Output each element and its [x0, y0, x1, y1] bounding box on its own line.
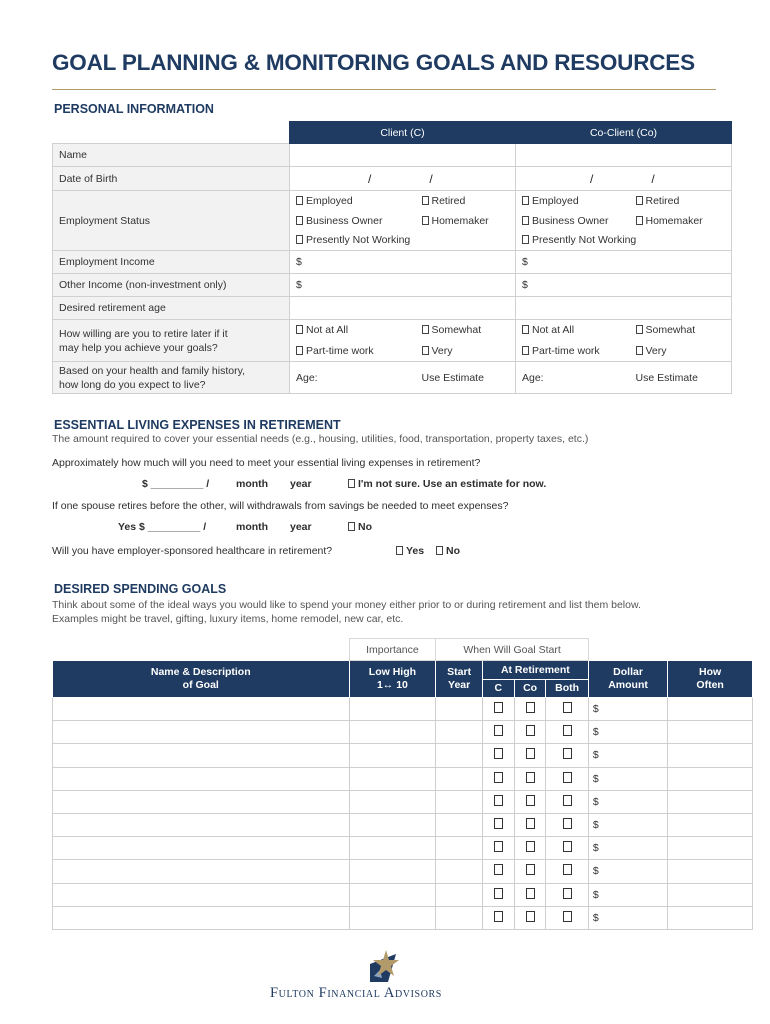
- client-age-field[interactable]: Age:: [290, 362, 416, 394]
- checkbox-icon: [526, 841, 535, 852]
- importance-field[interactable]: [349, 883, 436, 906]
- checkbox-icon: [494, 841, 503, 852]
- table-row: [53, 698, 753, 721]
- both-checkbox[interactable]: [546, 744, 588, 767]
- goal-rows: [53, 698, 753, 930]
- checkbox-icon: [422, 346, 429, 355]
- c-checkbox[interactable]: [482, 744, 514, 767]
- dollar-amount-field[interactable]: $: [588, 860, 667, 883]
- checkbox-icon: [526, 725, 535, 736]
- checkbox-icon: [522, 346, 529, 355]
- health-label: Based on your health and family history, how long do you expect to live?: [53, 362, 290, 394]
- goal-name-field[interactable]: [53, 767, 350, 790]
- client-retired-option[interactable]: Retired: [416, 191, 516, 211]
- how-often-field[interactable]: [668, 813, 753, 836]
- dollar-amount-field[interactable]: $: [588, 813, 667, 836]
- checkbox-icon: [563, 795, 572, 806]
- essential-q1-amount[interactable]: $ _________ /: [142, 478, 210, 490]
- both-checkbox[interactable]: [546, 790, 588, 813]
- c-checkbox[interactable]: [482, 767, 514, 790]
- when-start-header: When Will Goal Start: [436, 639, 589, 661]
- importance-field[interactable]: [349, 744, 436, 767]
- both-checkbox[interactable]: [546, 860, 588, 883]
- dob-slash: /: [590, 171, 594, 186]
- essential-expenses-heading: ESSENTIAL LIVING EXPENSES IN RETIREMENT: [54, 418, 341, 432]
- how-often-field[interactable]: [668, 767, 753, 790]
- other-income-label: Other Income (non-investment only): [53, 274, 290, 297]
- goal-name-field[interactable]: [53, 744, 350, 767]
- dob-slash: /: [429, 171, 433, 186]
- checkbox-icon: [494, 702, 503, 713]
- how-often-field[interactable]: [668, 837, 753, 860]
- employment-income-label: Employment Income: [53, 251, 290, 274]
- at-retirement-header: At Retirement: [482, 661, 588, 680]
- checkbox-icon: [526, 818, 535, 829]
- both-header: Both: [546, 680, 588, 698]
- goal-name-field[interactable]: [53, 883, 350, 906]
- desired-age-label: Desired retirement age: [53, 297, 290, 320]
- spending-goals-subtitle: Think about some of the ideal ways you would like to spend your money either prior to or during retirement and list them below. Examples might be travel, gifting, luxury items, home remodel, new car, etc.: [52, 599, 641, 625]
- essential-q1-month[interactable]: month: [236, 478, 269, 490]
- co-checkbox[interactable]: [514, 767, 546, 790]
- coclient-part-time-option[interactable]: Part-time work: [516, 341, 630, 362]
- checkbox-icon: [422, 325, 429, 334]
- client-not-working-option[interactable]: Presently Not Working: [290, 231, 516, 251]
- not-sure-option[interactable]: I'm not sure. Use an estimate for now.: [348, 478, 546, 490]
- coclient-desired-age-field[interactable]: [516, 297, 732, 320]
- goal-name-field[interactable]: [53, 906, 350, 929]
- checkbox-icon: [522, 216, 529, 225]
- checkbox-icon: [563, 748, 572, 759]
- essential-q2-year[interactable]: year: [290, 521, 312, 533]
- goal-name-field[interactable]: [53, 790, 350, 813]
- coclient-column-header: Co-Client (Co): [516, 122, 732, 144]
- importance-field[interactable]: [349, 906, 436, 929]
- coclient-employed-option[interactable]: Employed: [516, 191, 630, 211]
- checkbox-icon: [526, 911, 535, 922]
- checkbox-icon: [563, 702, 572, 713]
- dollar-amount-field[interactable]: $: [588, 767, 667, 790]
- title-divider: [52, 89, 716, 90]
- dollar-amount-field[interactable]: $: [588, 906, 667, 929]
- essential-q2: If one spouse retires before the other, will withdrawals from savings be needed to meet expenses?: [52, 500, 509, 512]
- c-checkbox[interactable]: [482, 883, 514, 906]
- checkbox-icon: [436, 546, 443, 555]
- healthcare-yes-option[interactable]: Yes: [396, 545, 424, 557]
- c-checkbox[interactable]: [482, 906, 514, 929]
- start-year-field[interactable]: [436, 813, 483, 836]
- employment-status-label: Employment Status: [53, 191, 290, 251]
- client-other-income-field[interactable]: $: [290, 274, 516, 297]
- checkbox-icon: [494, 795, 503, 806]
- checkbox-icon: [563, 911, 572, 922]
- table-row: [53, 767, 753, 790]
- checkbox-icon: [494, 888, 503, 899]
- how-often-field[interactable]: [668, 721, 753, 744]
- checkbox-icon: [526, 888, 535, 899]
- checkbox-icon: [526, 748, 535, 759]
- checkbox-icon: [526, 772, 535, 783]
- checkbox-icon: [396, 546, 403, 555]
- co-checkbox[interactable]: [514, 860, 546, 883]
- both-checkbox[interactable]: [546, 883, 588, 906]
- checkbox-icon: [494, 818, 503, 829]
- dollar-amount-field[interactable]: $: [588, 883, 667, 906]
- essential-q1-year[interactable]: year: [290, 478, 312, 490]
- essential-expenses-subtitle: The amount required to cover your essential needs (e.g., housing, utilities, food, transportation, property taxes, etc.): [52, 433, 589, 445]
- importance-field[interactable]: [349, 860, 436, 883]
- name-label: Name: [53, 144, 290, 167]
- coclient-age-field[interactable]: Age:: [516, 362, 630, 394]
- goal-name-field[interactable]: [53, 837, 350, 860]
- checkbox-icon: [526, 702, 535, 713]
- coclient-use-estimate-option[interactable]: Use Estimate: [630, 362, 732, 394]
- essential-q2-no-option[interactable]: No: [348, 521, 372, 533]
- header-spacer: [588, 639, 752, 661]
- c-checkbox[interactable]: [482, 698, 514, 721]
- client-desired-age-field[interactable]: [290, 297, 516, 320]
- goal-name-field[interactable]: [53, 721, 350, 744]
- dollar-amount-field[interactable]: $: [588, 744, 667, 767]
- checkbox-icon: [348, 522, 355, 531]
- how-often-field[interactable]: [668, 883, 753, 906]
- checkbox-icon: [296, 216, 303, 225]
- client-business-owner-option[interactable]: Business Owner: [290, 211, 416, 231]
- coclient-somewhat-option[interactable]: Somewhat: [630, 320, 732, 341]
- table-row: [53, 790, 753, 813]
- dollar-amount-field[interactable]: $: [588, 837, 667, 860]
- c-checkbox[interactable]: [482, 790, 514, 813]
- checkbox-icon: [296, 196, 303, 205]
- start-year-field[interactable]: [436, 744, 483, 767]
- start-year-header: Start Year: [436, 661, 483, 698]
- co-checkbox[interactable]: [514, 721, 546, 744]
- start-year-field[interactable]: [436, 860, 483, 883]
- checkbox-icon: [494, 864, 503, 875]
- client-name-field[interactable]: [290, 144, 516, 167]
- both-checkbox[interactable]: [546, 906, 588, 929]
- start-year-field[interactable]: [436, 837, 483, 860]
- c-checkbox[interactable]: [482, 721, 514, 744]
- client-very-option[interactable]: Very: [416, 341, 516, 362]
- table-row: [53, 883, 753, 906]
- importance-field[interactable]: [349, 813, 436, 836]
- table-row: [53, 860, 753, 883]
- personal-info-heading: PERSONAL INFORMATION: [54, 102, 214, 116]
- coclient-not-working-option[interactable]: Presently Not Working: [516, 231, 732, 251]
- company-name: Fulton Financial Advisors: [270, 985, 442, 1001]
- header-spacer: [53, 639, 350, 661]
- c-checkbox[interactable]: [482, 813, 514, 836]
- start-year-field[interactable]: [436, 698, 483, 721]
- how-often-field[interactable]: [668, 860, 753, 883]
- client-dob-field[interactable]: [290, 167, 516, 191]
- checkbox-icon: [563, 888, 572, 899]
- client-somewhat-option[interactable]: Somewhat: [416, 320, 516, 341]
- coclient-homemaker-option[interactable]: Homemaker: [630, 211, 732, 231]
- checkbox-icon: [636, 346, 643, 355]
- client-homemaker-option[interactable]: Homemaker: [416, 211, 516, 231]
- spending-goals-table: [52, 638, 753, 930]
- table-corner: [53, 122, 290, 144]
- checkbox-icon: [296, 325, 303, 334]
- importance-field[interactable]: [349, 767, 436, 790]
- dob-label: Date of Birth: [53, 167, 290, 191]
- checkbox-icon: [296, 346, 303, 355]
- importance-header: Importance: [349, 639, 436, 661]
- checkbox-icon: [563, 841, 572, 852]
- checkbox-icon: [296, 235, 303, 244]
- importance-field[interactable]: [349, 790, 436, 813]
- coclient-employment-income-field[interactable]: $: [516, 251, 732, 274]
- low-high-header: Low High 1↔ 10: [349, 661, 436, 698]
- client-employment-income-field[interactable]: $: [290, 251, 516, 274]
- essential-q1: Approximately how much will you need to meet your essential living expenses in retirement?: [52, 457, 481, 469]
- checkbox-icon: [422, 216, 429, 225]
- how-often-header: How Often: [668, 661, 753, 698]
- checkbox-icon: [636, 325, 643, 334]
- client-not-at-all-option[interactable]: Not at All: [290, 320, 416, 341]
- coclient-not-at-all-option[interactable]: Not at All: [516, 320, 630, 341]
- client-use-estimate-option[interactable]: Use Estimate: [416, 362, 516, 394]
- checkbox-icon: [522, 196, 529, 205]
- checkbox-icon: [522, 325, 529, 334]
- start-year-field[interactable]: [436, 906, 483, 929]
- coclient-very-option[interactable]: Very: [630, 341, 732, 362]
- importance-field[interactable]: [349, 698, 436, 721]
- co-header: Co: [514, 680, 546, 698]
- start-year-field[interactable]: [436, 790, 483, 813]
- both-checkbox[interactable]: [546, 767, 588, 790]
- start-year-field[interactable]: [436, 883, 483, 906]
- how-often-field[interactable]: [668, 698, 753, 721]
- dollar-amount-field[interactable]: $: [588, 790, 667, 813]
- checkbox-icon: [563, 864, 572, 875]
- c-header: C: [482, 680, 514, 698]
- client-employed-option[interactable]: Employed: [290, 191, 416, 211]
- how-often-field[interactable]: [668, 744, 753, 767]
- dob-slash: /: [368, 171, 372, 186]
- table-row: [53, 813, 753, 836]
- coclient-retired-option[interactable]: Retired: [630, 191, 732, 211]
- checkbox-icon: [494, 748, 503, 759]
- coclient-dob-field[interactable]: [516, 167, 732, 191]
- checkbox-icon: [563, 772, 572, 783]
- table-row: [53, 721, 753, 744]
- dollar-amount-field[interactable]: $: [588, 698, 667, 721]
- checkbox-icon: [526, 864, 535, 875]
- co-checkbox[interactable]: [514, 698, 546, 721]
- table-row: [53, 906, 753, 929]
- start-year-field[interactable]: [436, 767, 483, 790]
- both-checkbox[interactable]: [546, 837, 588, 860]
- checkbox-icon: [494, 772, 503, 783]
- checkbox-icon: [348, 479, 355, 488]
- checkbox-icon: [494, 911, 503, 922]
- goal-name-field[interactable]: [53, 698, 350, 721]
- client-column-header: Client (C): [290, 122, 516, 144]
- essential-q2-month[interactable]: month: [236, 521, 269, 533]
- importance-field[interactable]: [349, 837, 436, 860]
- checkbox-icon: [636, 216, 643, 225]
- co-checkbox[interactable]: [514, 883, 546, 906]
- checkbox-icon: [522, 235, 529, 244]
- dollar-amount-field[interactable]: $: [588, 721, 667, 744]
- co-checkbox[interactable]: [514, 790, 546, 813]
- c-checkbox[interactable]: [482, 860, 514, 883]
- dob-slash: /: [651, 171, 655, 186]
- checkbox-icon: [494, 725, 503, 736]
- c-checkbox[interactable]: [482, 837, 514, 860]
- checkbox-icon: [563, 725, 572, 736]
- table-row: [53, 837, 753, 860]
- goal-name-field[interactable]: [53, 813, 350, 836]
- checkbox-icon: [563, 818, 572, 829]
- checkbox-icon: [636, 196, 643, 205]
- co-checkbox[interactable]: [514, 813, 546, 836]
- co-checkbox[interactable]: [514, 744, 546, 767]
- table-row: [53, 744, 753, 767]
- dollar-amount-header: Dollar Amount: [588, 661, 667, 698]
- spending-goals-heading: DESIRED SPENDING GOALS: [54, 582, 227, 596]
- client-part-time-option[interactable]: Part-time work: [290, 341, 416, 362]
- co-checkbox[interactable]: [514, 906, 546, 929]
- personal-info-table: [52, 121, 731, 394]
- coclient-business-owner-option[interactable]: Business Owner: [516, 211, 630, 231]
- coclient-other-income-field[interactable]: $: [516, 274, 732, 297]
- how-often-field[interactable]: [668, 906, 753, 929]
- essential-q3: Will you have employer-sponsored healthcare in retirement?: [52, 545, 333, 557]
- goal-name-field[interactable]: [53, 860, 350, 883]
- page-title: GOAL PLANNING & MONITORING GOALS AND RESOURCES: [52, 50, 695, 75]
- healthcare-no-option[interactable]: No: [436, 545, 460, 557]
- coclient-name-field[interactable]: [516, 144, 732, 167]
- both-checkbox[interactable]: [546, 721, 588, 744]
- checkbox-icon: [422, 196, 429, 205]
- start-year-field[interactable]: [436, 721, 483, 744]
- importance-field[interactable]: [349, 721, 436, 744]
- how-often-field[interactable]: [668, 790, 753, 813]
- willing-label: How willing are you to retire later if it may help you achieve your goals?: [53, 320, 290, 362]
- essential-q2-yes-amount[interactable]: Yes $ _________ /: [118, 521, 207, 533]
- both-checkbox[interactable]: [546, 698, 588, 721]
- name-description-header: Name & Description of Goal: [53, 661, 350, 698]
- both-checkbox[interactable]: [546, 813, 588, 836]
- checkbox-icon: [526, 795, 535, 806]
- co-checkbox[interactable]: [514, 837, 546, 860]
